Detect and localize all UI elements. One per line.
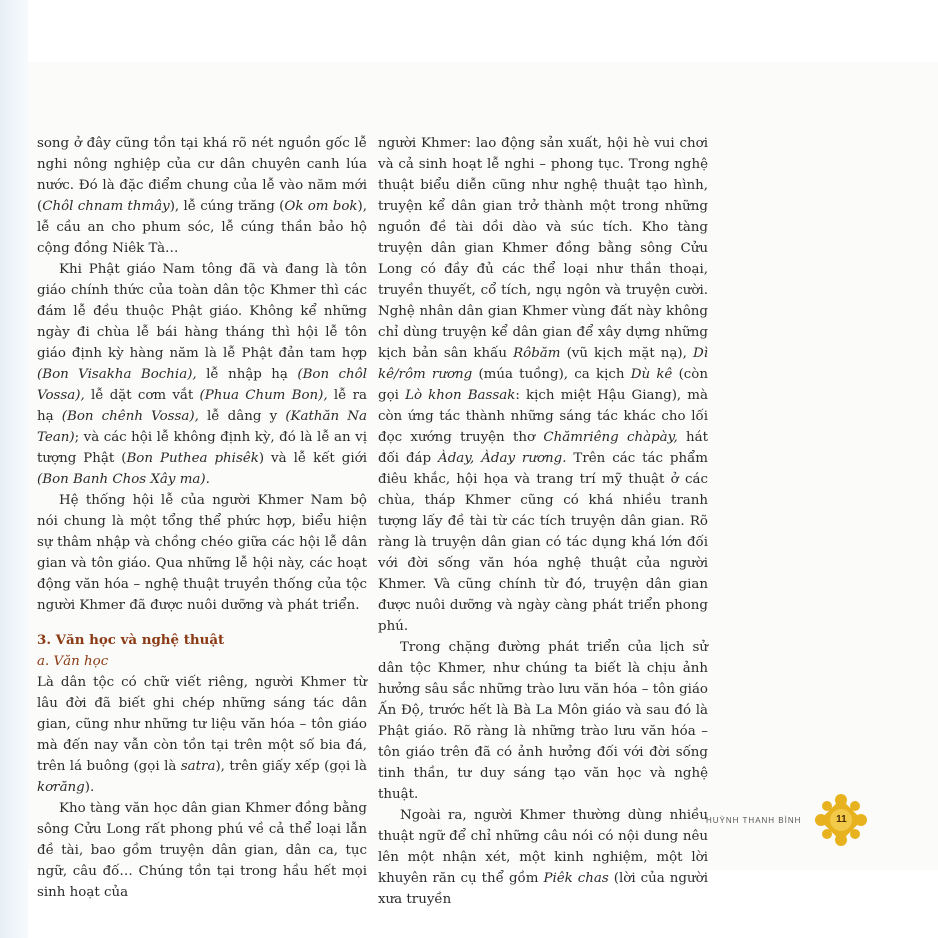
- paragraph: Hệ thống hội lễ của người Khmer Nam bộ nói chung là một tổng thể phức hợp, biểu hiện sự thâm nhập và chồng chéo giữa các hội lễ dân gian và tôn giáo. Qua những lễ hội này, các hoạt động văn hóa – nghệ thuật truyền thống của tộc người Khmer đã được nuôi dưỡng và phát triển.: [37, 493, 367, 613]
- left-margin-band: [0, 0, 28, 938]
- left-column: [37, 133, 367, 903]
- paragraph: song ở đây cũng tồn tại khá rõ nét nguồn gốc lễ nghi nông nghiệp của cư dân chuyên canh lúa nước. Đó là đặc điểm chung của lễ vào năm mới (Chôl chnam thmây), lễ cúng trăng (Ok om bok), lễ cầu an cho phum sóc, lễ cúng thần bảo hộ cộng đồng Niêk Tà…: [37, 136, 367, 256]
- author-name: HUỲNH THANH BÌNH: [706, 815, 802, 825]
- right-column: [378, 133, 708, 910]
- paragraph: Là dân tộc có chữ viết riêng, người Khmer từ lâu đời đã biết ghi chép những sáng tác dân gian, cũng như những tư liệu văn hóa – tôn giáo mà đến nay vẫn còn tồn tại trên một số bia đá, trên lá buông (gọi là satra), trên giấy xếp (gọi là kơrăng).: [37, 675, 367, 795]
- paragraph: Kho tàng văn học dân gian Khmer đồng bằng sông Cửu Long rất phong phú về cả thể loại lẫn đề tài, bao gồm truyện dân gian, dân ca, tục ngữ, câu đố… Chúng tồn tại trong hầu hết mọi sinh hoạt của: [37, 801, 367, 900]
- paragraph: người Khmer: lao động sản xuất, hội hè vui chơi và cả sinh hoạt lễ nghi – phong tục. Trong nghệ thuật biểu diễn cũng như nghệ thuật tạo hình, truyện kể dân gian trở thành một trong những nguồn đề tài dồi dào và súc tích. Kho tàng truyện dân gian Khmer đồng bằng sông Cửu Long có đầy đủ các thể loại như thần thoại, truyền thuyết, cổ tích, ngụ ngôn và truyện cười. Nghệ nhân dân gian Khmer vùng đất này không chỉ dùng truyện kể dân gian để xây dựng những kịch bản sân khấu Rôbăm (vũ kịch mặt nạ), Dì kê/rôm rương (múa tuồng), ca kịch Dù kê (còn gọi Lò khon Bassak: kịch miệt Hậu Giang), mà còn ứng tác thành những sáng tác khác cho lối đọc xướng truyện thơ Chămriêng chàpày, hát đối đáp Àday, Àday rương. Trên các tác phẩm điêu khắc, hội họa và trang trí mỹ thuật ở các chùa, tháp Khmer cũng có khá nhiều tranh tượng lấy đề tài từ các tích truyện dân gian. Rõ ràng là truyện dân gian có tác dụng khá lớn đối với đời sống văn hóa nghệ thuật của người Khmer. Và cũng chính từ đó, truyện dân gian được nuôi dưỡng và ngày càng phát triển phong phú.: [378, 136, 709, 634]
- page-footer: [706, 805, 869, 835]
- paragraph: Trong chặng đường phát triển của lịch sử dân tộc Khmer, như chúng ta biết là chịu ảnh hưởng sâu sắc những trào lưu văn hóa – tôn giáo Ấn Độ, trước hết là Bà La Môn giáo và sau đó là Phật giáo. Rõ ràng là những trào lưu văn hóa – tôn giáo trên đã có ảnh hưởng đối với đời sống tinh thần, tư duy sáng tạo văn học và nghệ thuật.: [378, 640, 708, 802]
- page-number-badge: [813, 792, 869, 848]
- paragraph: Khi Phật giáo Nam tông đã và đang là tôn giáo chính thức của toàn dân tộc Khmer thì các đám lễ đều thuộc Phật giáo. Không kể những ngày đi chùa lễ bái hàng tháng thì hội lễ tôn giáo định kỳ hàng năm là lễ Phật đản tam hợp (Bon Visakha Bochia), lễ nhập hạ (Bon chôl Vossa), lễ dặt cơm vắt (Phua Chum Bon), lễ ra hạ (Bon chênh Vossa), lễ dâng y (Kathăn Na Tean); và các hội lễ không định kỳ, đó là lễ an vị tượng Phật (Bon Puthea phisêk) và lễ kết giới (Bon Banh Chos Xây ma).: [37, 262, 367, 487]
- section-heading: 3. Văn học và nghệ thuật: [37, 632, 225, 648]
- subsection-heading: a. Văn học: [37, 654, 109, 669]
- paragraph: Ngoài ra, người Khmer thường dùng nhiều thuật ngữ để chỉ những câu nói có nội dung nêu lên một nhận xét, một kinh nghiệm, một lời khuyên răn cụ thể gồm Piêk chas (lời của người xưa truyền: [378, 808, 708, 907]
- page-number: 11: [836, 814, 847, 825]
